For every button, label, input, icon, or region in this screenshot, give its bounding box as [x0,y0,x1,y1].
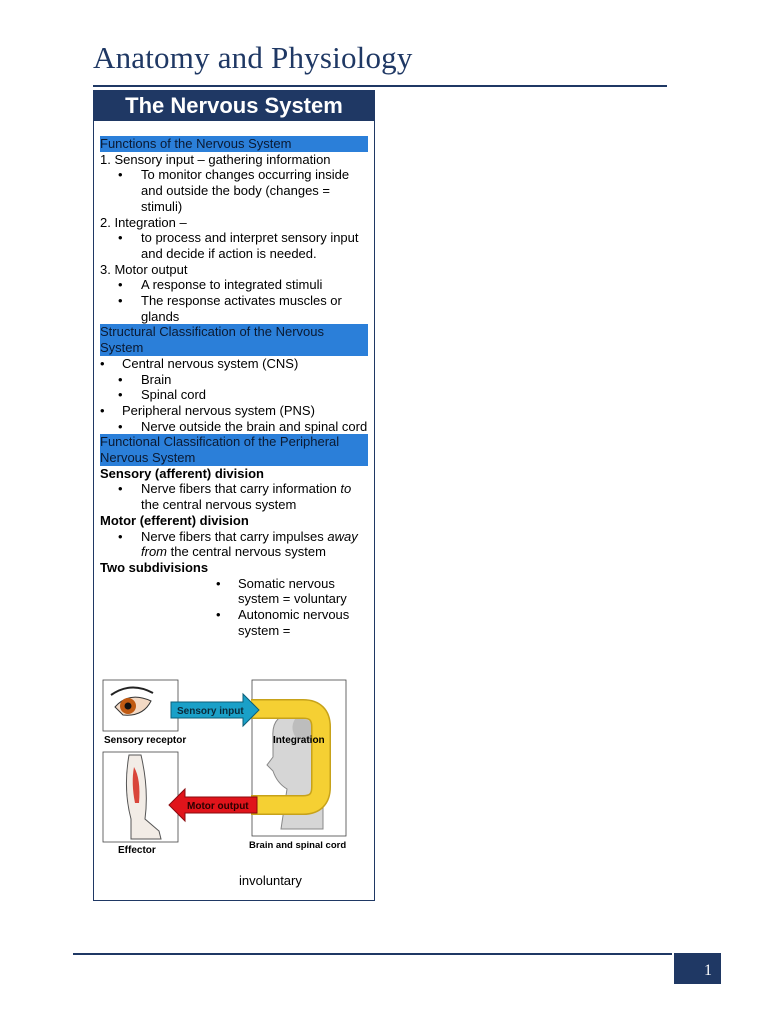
list-item: • A response to integrated stimuli [100,277,368,293]
cns-list [100,372,368,403]
list-item: • Somatic nervous system = voluntary [100,576,368,607]
nervous-system-diagram [101,679,347,855]
nervous-system-box [93,90,375,901]
box-content [100,136,368,639]
structural-list-2 [100,403,368,419]
text-run: the central nervous system [167,544,326,560]
motor-output-label: Motor output [187,801,249,812]
list-item: • Autonomic nervous system = [100,607,368,638]
list-item: • The response activates muscles or glands [100,293,368,324]
box-heading: The Nervous System [94,91,374,121]
text-emphasis: to [340,481,352,497]
sensory-receptor-label: Sensory receptor [104,735,187,746]
functions-item-3-list [100,277,368,324]
page-number: 1 [674,953,721,984]
list-item: • Spinal cord [100,387,368,403]
list-item: • to process and interpret sensory input and decide if action is needed. [100,230,368,261]
text-run: Nerve fibers that carry information [141,481,341,497]
structural-list [100,356,368,372]
section-functional: Functional Classification of the Peripheral Nervous System [100,434,368,465]
integration-label: Integration [273,735,325,746]
functions-item-1: 1. Sensory input – gathering information [100,151,331,167]
list-item: • To monitor changes occurring inside and outside the body (changes = stimuli) [100,167,368,214]
subdivisions-heading: Two subdivisions [100,559,209,575]
motor-division-heading: Motor (efferent) division [100,512,249,528]
list-item: • Brain [100,372,368,388]
text-run: the central nervous system [141,497,297,513]
list-item: • Nerve outside the brain and spinal cord [100,419,368,435]
text-emphasis: away from [141,528,358,560]
functions-item-1-list [100,167,368,214]
list-item-cns: • Central nervous system (CNS) [100,356,368,372]
text-run: Nerve fibers that carry impulses [141,528,328,544]
sensory-division-heading: Sensory (afferent) division [100,465,264,481]
effector-label: Effector [118,845,156,855]
brain-spinal-label: Brain and spinal cord [249,840,347,851]
list-item [100,481,368,512]
pns-list [100,419,368,435]
section-structural: Structural Classification of the Nervous System [100,324,368,355]
document-title: Anatomy and Physiology [93,40,413,75]
subdivisions-list [100,576,368,639]
motor-list [100,529,368,560]
list-item [100,529,368,560]
sensory-list [100,481,368,512]
section-functions: Functions of the Nervous System [100,136,368,152]
sensory-input-label: Sensory input [177,706,244,717]
footer-rule [73,953,672,955]
involuntary-text: involuntary [239,873,302,888]
functions-item-3: 3. Motor output [100,261,188,277]
title-rule [93,85,667,87]
functions-item-2: 2. Integration – [100,214,187,230]
list-item-pns: • Peripheral nervous system (PNS) [100,403,368,419]
functions-item-2-list [100,230,368,261]
